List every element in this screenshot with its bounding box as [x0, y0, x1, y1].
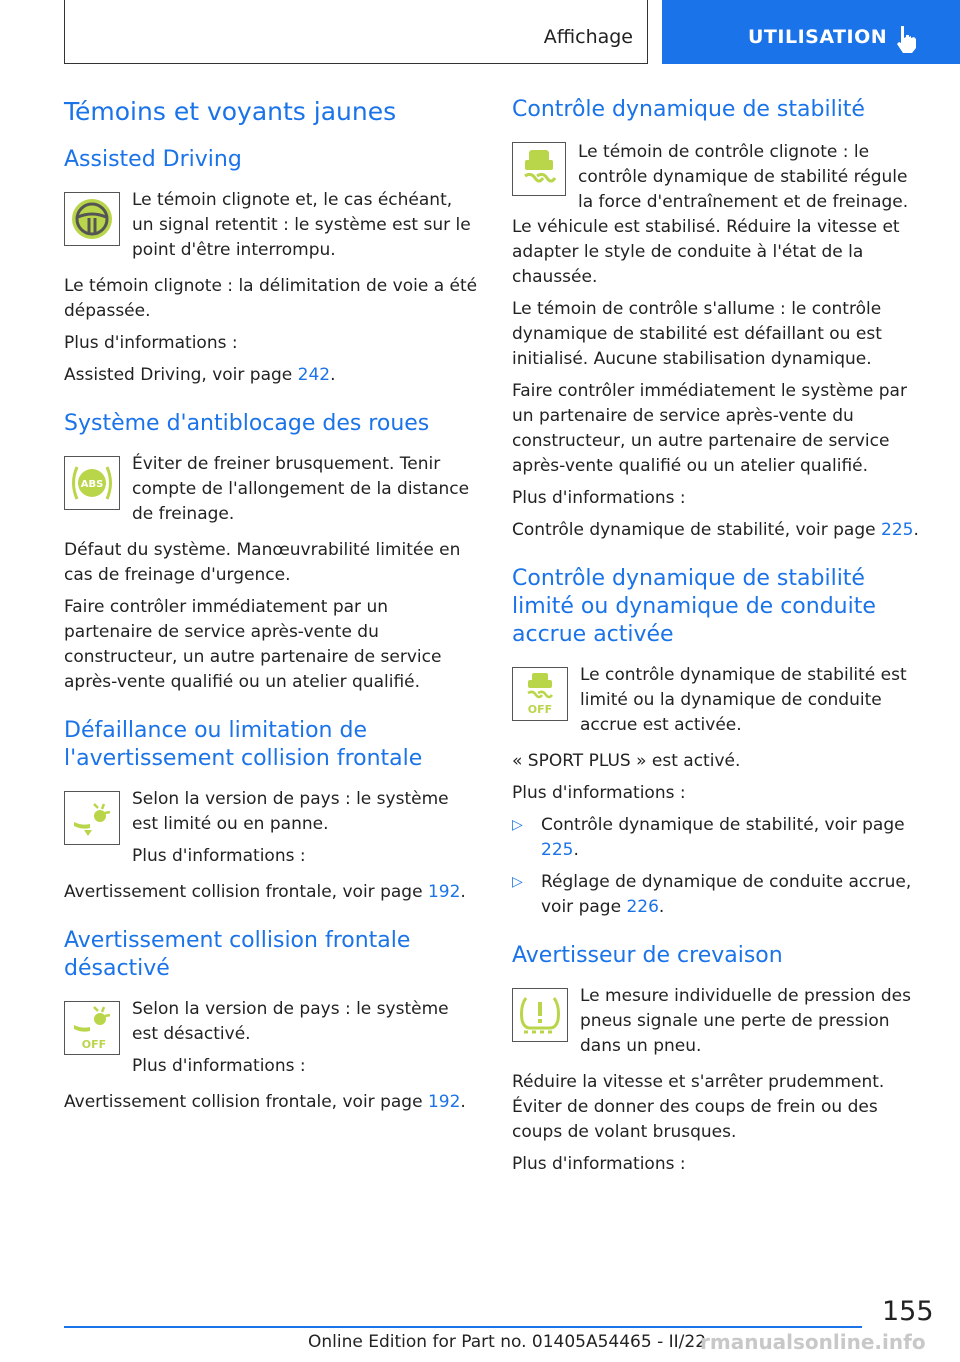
footer-edition: Online Edition for Part no. 01405A54465 - II/22 — [308, 1332, 707, 1352]
heading-abs: Système d'antiblocage des roues — [64, 411, 430, 436]
heading-collision-failure: Défaillance ou limitation de l'avertissement collision frontale — [64, 718, 423, 771]
heading-flat-tire: Avertisseur de crevaison — [512, 943, 783, 968]
ref-collision-off: Avertissement collision frontale, voir page 192. — [64, 1092, 466, 1112]
entry-assisted-driving — [64, 188, 478, 270]
text-abs-p1: Défaut du système. Manœuvrabilité limitée en cas de freinage d'urgence. — [64, 540, 461, 585]
header-chapter-label: UTILISATION — [748, 26, 888, 48]
bullet-triangle-icon: ▷ — [512, 817, 523, 833]
page-number: 155 — [882, 1296, 934, 1327]
link-page-226[interactable]: 226 — [626, 897, 659, 917]
ref-dsc: Contrôle dynamique de stabilité, voir page 225. — [512, 520, 919, 540]
dsc-off-lamp-icon — [512, 667, 568, 721]
ref-assisted-driving-text: Assisted Driving, voir page — [64, 365, 298, 385]
bullet-driving-dynamics-text: Réglage de dynamique de conduite accrue, voir page — [541, 872, 912, 917]
text-dsc-limited-p2: Plus d'informations : — [512, 783, 686, 803]
text-dsc-p2: Faire contrôler immédiatement le système par un partenaire de service après-vente du constructeur, un autre partenaire de service après-vente qualifié ou un atelier qualifié. — [512, 381, 907, 476]
entry-flat-tire — [512, 984, 924, 1066]
bullet-triangle-icon: ▷ — [512, 874, 523, 890]
link-page-192-b[interactable]: 192 — [427, 1092, 461, 1112]
text-abs-lamp: Éviter de freiner brusquement. Tenir compte de l'allongement de la distance de freinage. — [132, 454, 470, 524]
text-collision-off-lamp: Selon la version de pays : le système est désactivé. — [132, 999, 449, 1044]
bullet-dsc-text: Contrôle dynamique de stabilité, voir page — [541, 815, 905, 835]
collision-off-label: OFF — [81, 1038, 107, 1051]
abs-lamp-label: ABS — [80, 479, 104, 490]
entry-dsc — [512, 140, 924, 290]
text-collision-off-more: Plus d'informations : — [132, 1056, 306, 1076]
link-page-192-a[interactable]: 192 — [427, 882, 461, 902]
footer-divider — [64, 1326, 862, 1328]
right-column — [512, 96, 924, 1184]
collision-warning-off-lamp-icon — [64, 1001, 120, 1055]
link-page-225-b[interactable]: 225 — [541, 840, 574, 860]
heading-assisted-driving: Assisted Driving — [64, 147, 242, 172]
dsc-off-label: OFF — [527, 703, 553, 716]
abs-lamp-icon — [64, 456, 120, 510]
text-collision-failure-more: Plus d'informations : — [132, 846, 306, 866]
ref-dsc-text: Contrôle dynamique de stabilité, voir page — [512, 520, 881, 540]
tire-pressure-lamp-icon — [512, 988, 568, 1042]
ref-collision-failure-text: Avertissement collision frontale, voir page — [64, 882, 428, 902]
ref-assisted-driving: Assisted Driving, voir page 242. — [64, 365, 336, 385]
text-assisted-driving-p2: Plus d'informations : — [64, 333, 238, 353]
dsc-lamp-icon — [512, 142, 566, 196]
heading-dsc: Contrôle dynamique de stabilité — [512, 97, 865, 122]
entry-collision-failure — [64, 787, 478, 876]
text-dsc-limited-lamp: Le contrôle dynamique de stabilité est limité ou la dynamique de conduite accrue est activée. — [580, 665, 907, 735]
text-collision-failure-lamp: Selon la version de pays : le système est limité ou en panne. — [132, 789, 449, 834]
entry-collision-off — [64, 997, 478, 1086]
collision-warning-lamp-icon — [64, 791, 120, 845]
link-page-225-a[interactable]: 225 — [881, 520, 914, 540]
header-chapter-tab — [662, 0, 960, 64]
text-dsc-p1: Le témoin de contrôle s'allume : le contrôle dynamique de stabilité est défaillant ou est initialisé. Aucune stabilisation dynamique. — [512, 299, 882, 369]
header-section-box — [64, 0, 648, 64]
steering-wheel-lamp-icon — [64, 192, 120, 246]
text-dsc-lamp: Le témoin de contrôle clignote : le contrôle dynamique de stabilité régule la force d'entraînement et de freinage. Le véhicule est stabilisé. Réduire la vitesse et adapter le style de conduite à l'état de la chaussée. — [512, 142, 909, 287]
heading-dsc-limited: Contrôle dynamique de stabilité limité ou dynamique de conduite accrue activée — [512, 566, 876, 647]
text-assisted-driving-lamp: Le témoin clignote et, le cas échéant, un signal retentit : le système est sur le point d'être interrompu. — [132, 190, 471, 260]
list-item-dsc: ▷ Contrôle dynamique de stabilité, voir page 225. — [512, 813, 924, 863]
link-page-242[interactable]: 242 — [297, 365, 331, 385]
text-abs-p2: Faire contrôler immédiatement par un partenaire de service après-vente du constructeur, un autre partenaire de service après-vente qualifié ou un atelier qualifié. — [64, 597, 442, 692]
ref-collision-failure: Avertissement collision frontale, voir page 192. — [64, 882, 466, 902]
pointing-hand-icon — [894, 24, 920, 54]
text-flat-tire-p1: Réduire la vitesse et s'arrêter prudemment. Éviter de donner des coups de frein ou des coups de volant brusques. — [512, 1072, 885, 1142]
text-dsc-p3: Plus d'informations : — [512, 488, 686, 508]
ref-collision-off-text: Avertissement collision frontale, voir page — [64, 1092, 428, 1112]
text-assisted-driving-p1: Le témoin clignote : la délimitation de voie a été dépassée. — [64, 276, 478, 321]
text-flat-tire-p2: Plus d'informations : — [512, 1154, 686, 1174]
heading-collision-off: Avertissement collision frontale désactivé — [64, 928, 411, 981]
left-column — [64, 96, 478, 1122]
page-title: Témoins et voyants jaunes — [64, 97, 397, 126]
watermark: rmanualsonline.info — [700, 1330, 926, 1354]
list-item-driving-dynamics: ▷ Réglage de dynamique de conduite accrue, voir page 226. — [512, 870, 924, 920]
text-flat-tire-lamp: Le mesure individuelle de pression des pneus signale une perte de pression dans un pneu. — [580, 986, 911, 1056]
entry-dsc-limited — [512, 663, 924, 745]
header-section-title: Affichage — [543, 26, 633, 48]
text-dsc-limited-p1: « SPORT PLUS » est activé. — [512, 751, 741, 771]
entry-abs — [64, 452, 478, 534]
